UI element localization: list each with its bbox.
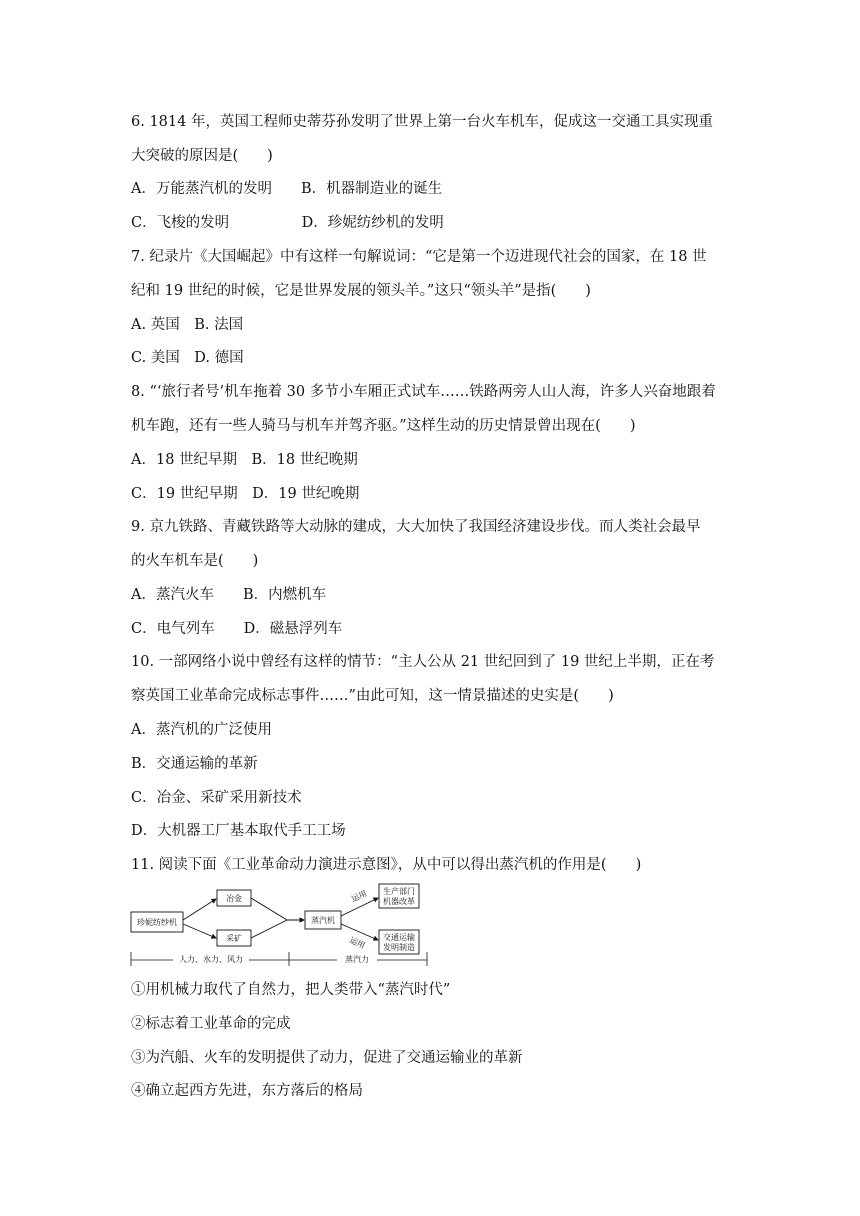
- q11-statement-4: ④确立起西方先进，东方落后的格局: [131, 1083, 363, 1099]
- transport-label-bottom: 发明制造: [383, 943, 415, 952]
- production-label-top: 生产部门: [383, 887, 415, 896]
- steam-engine-label: 蒸汽机: [311, 916, 335, 925]
- q6-stem-line-2: 大突破的原因是( ): [131, 148, 273, 164]
- arrow-steam-transport: [341, 924, 378, 940]
- q10-option-b: B．交通运输的革新: [131, 756, 258, 772]
- axis-left-label: 人力、水力、风力: [179, 955, 243, 964]
- power-evolution-diagram: [129, 882, 429, 972]
- transport-label-top: 交通运输: [383, 933, 415, 942]
- q8-options-row-2: C．19 世纪早期 D．19 世纪晚期: [131, 486, 360, 502]
- q11-stem-line-1: 11. 阅读下面《工业革命动力演进示意图》，从中可以得出蒸汽机的作用是( ): [131, 857, 642, 873]
- arrow-label-lower: 运用: [348, 935, 367, 951]
- q8-stem-line-2: 机车跑，还有一些人骑马与机车并驾齐驱。”这样生动的历史情景曾出现在( ): [131, 418, 636, 434]
- q9-stem-line-1: 9. 京九铁路、青藏铁路等大动脉的建成，大大加快了我国经济建设步伐。而人类社会最早: [131, 519, 701, 535]
- arrow-jenny-mining: [183, 924, 216, 938]
- line-mining-join: [251, 920, 287, 938]
- q6-stem-line-1: 6. 1814 年，英国工程师史蒂芬孙发明了世界上第一台火车机车，促成这一交通工具实现重: [131, 114, 713, 130]
- q7-options-row-1: A. 英国 B. 法国: [131, 317, 244, 333]
- mining-label: 采矿: [226, 934, 242, 943]
- q11-statement-3: ③为汽船、火车的发明提供了动力，促进了交通运输业的革新: [131, 1050, 523, 1066]
- q9-options-row-2: C．电气列车 D．磁悬浮列车: [131, 621, 343, 637]
- q6-options-row-1: A．万能蒸汽机的发明 B．机器制造业的诞生: [131, 181, 443, 197]
- arrow-label-upper: 运用: [350, 888, 369, 904]
- production-label-bottom: 机器改革: [383, 897, 415, 906]
- q11-statement-2: ②标志着工业革命的完成: [131, 1016, 291, 1032]
- line-metallurgy-join: [251, 898, 287, 920]
- q10-stem-line-2: 察英国工业革命完成标志事件……”由此可知，这一情景描述的史实是( ): [131, 688, 614, 704]
- q9-stem-line-2: 的火车机车是( ): [131, 553, 259, 569]
- q10-option-c: C．冶金、采矿采用新技术: [131, 790, 302, 806]
- q10-option-a: A．蒸汽机的广泛使用: [131, 722, 272, 738]
- q11-statement-1: ①用机械力取代了自然力，把人类带入“蒸汽时代”: [131, 982, 451, 998]
- metallurgy-label: 冶金: [226, 894, 242, 903]
- q7-stem-line-1: 7. 纪录片《大国崛起》中有这样一句解说词：“它是第一个迈进现代社会的国家，在 18 世: [131, 249, 707, 265]
- q7-stem-line-2: 纪和 19 世纪的时候，它是世界发展的领头羊。”这只“领头羊”是指( ): [131, 283, 591, 299]
- jenny-label: 珍妮纺纱机: [137, 918, 177, 927]
- arrow-jenny-metallurgy: [183, 899, 216, 920]
- q9-options-row-1: A．蒸汽火车 B．内燃机车: [131, 587, 327, 603]
- q6-options-row-2: C．飞梭的发明 D．珍妮纺纱机的发明: [131, 215, 444, 231]
- q8-options-row-1: A．18 世纪早期 B．18 世纪晚期: [131, 452, 358, 468]
- axis-right-label: 蒸汽力: [345, 955, 369, 964]
- q10-option-d: D．大机器工厂基本取代手工工场: [131, 823, 346, 839]
- q7-options-row-2: C. 美国 D. 德国: [131, 350, 244, 366]
- q10-stem-line-1: 10. 一部网络小说中曾经有这样的情节：“主人公从 21 世纪回到了 19 世纪上半期，正在考: [131, 654, 715, 670]
- q8-stem-line-1: 8. “‘旅行者号’机车拖着 30 多节小车厢正式试车……铁路两旁人山人海，许多人兴奋地跟着: [131, 384, 716, 400]
